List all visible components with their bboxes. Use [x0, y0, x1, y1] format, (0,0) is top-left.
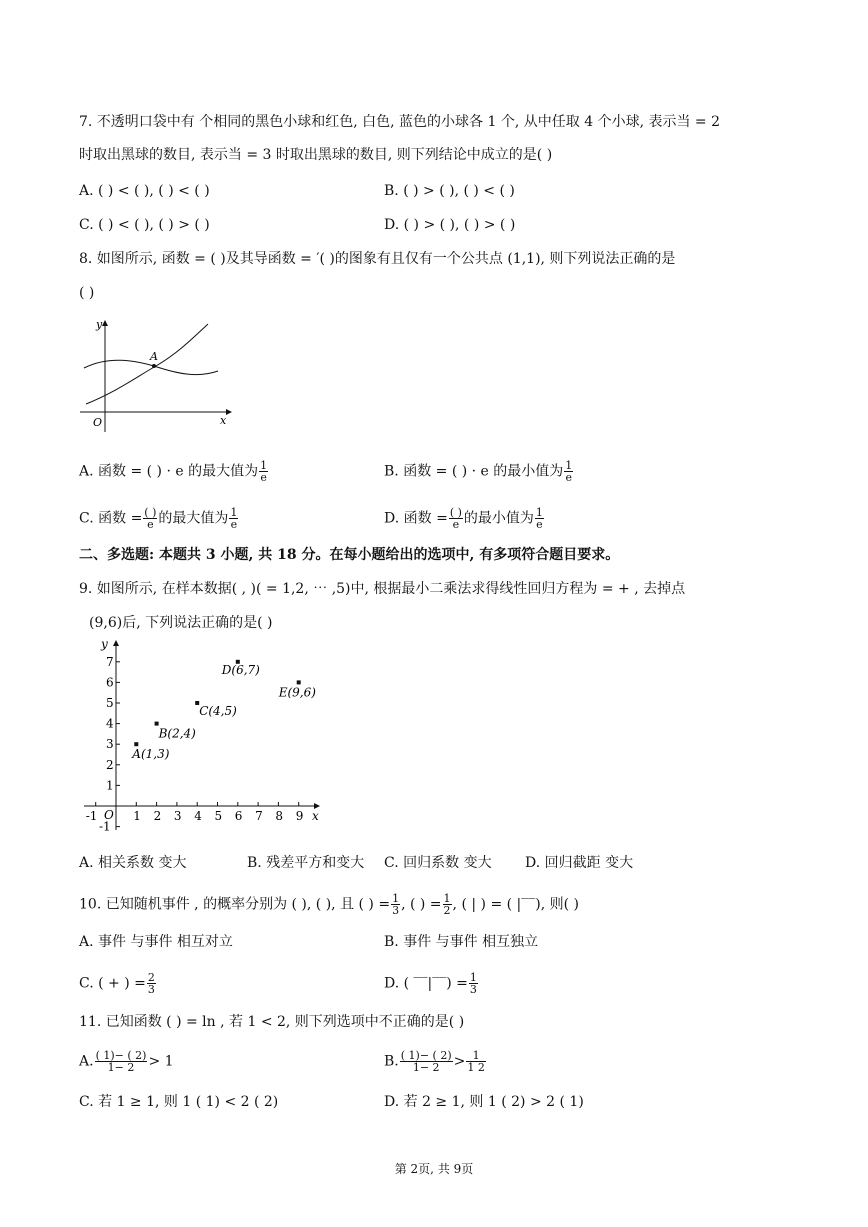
- x-tick-label: 3: [173, 809, 182, 823]
- fraction-numerator: 1: [565, 459, 573, 472]
- q9-option-b: B. 残差平方和变大: [247, 855, 365, 871]
- q10-option-c-text: C. ( + ) =: [79, 975, 146, 992]
- y-tick-label: 1: [106, 778, 114, 793]
- y-tick-label: 3: [106, 737, 114, 752]
- fraction-denominator: e: [260, 471, 267, 484]
- fraction-numerator: 1: [469, 971, 477, 984]
- q8-option-c-mid: 的最大值为: [158, 510, 229, 527]
- fraction-denominator: e: [452, 518, 460, 531]
- q9-stem-line1: 9. 如图所示, 在样本数据( , )( = 1,2, ⋯ ,5)中, 根据最小二乘法求得线性回归方程为 = + , 去掉点: [79, 581, 686, 597]
- q7-option-d: D. ( ) > ( ), ( ) > ( ): [384, 217, 516, 233]
- q8-option-b-fraction: [564, 460, 573, 483]
- q10-option-d: [384, 972, 479, 995]
- q10-option-b: B. 事件 与事件 相互独立: [384, 934, 539, 950]
- q10-option-c-fraction: [147, 972, 156, 995]
- x-tick-label: 1: [133, 809, 141, 823]
- q8-y-label: y: [96, 318, 103, 331]
- chart-origin-label: O: [104, 808, 114, 822]
- fraction-denominator: e: [565, 471, 573, 484]
- fraction-numerator: 1: [535, 506, 543, 519]
- q11-option-a-letter: A.: [79, 1053, 94, 1070]
- q11-option-b-rhs-fraction: [466, 1050, 486, 1073]
- q8-point-a-label: A: [150, 350, 158, 363]
- q11-option-a: [79, 1050, 174, 1073]
- q7-option-c: C. ( ) < ( ), ( ) > ( ): [79, 217, 210, 233]
- x-tick-label: 4: [194, 809, 202, 823]
- q8-option-b: [384, 460, 574, 483]
- q9-scatter-chart: [78, 636, 328, 836]
- fraction-denominator: e: [536, 518, 543, 531]
- q11-option-a-post: > 1: [148, 1053, 174, 1070]
- fraction-numerator: 1: [466, 1050, 486, 1062]
- q8-option-a-text: A. 函数 = ( ) · e 的最大值为: [79, 463, 259, 480]
- x-tick-label: 5: [214, 809, 223, 823]
- q11-option-b-mid: >: [453, 1053, 466, 1070]
- x-tick-label: 7: [255, 809, 263, 823]
- x-tick-label: 8: [275, 809, 284, 823]
- q8-function-graph: [78, 316, 238, 436]
- fraction-denominator: e: [230, 518, 238, 531]
- q8-option-d-fraction: [535, 507, 544, 530]
- fraction-denominator: 1 2: [467, 1061, 485, 1074]
- chart-y-label: y: [101, 637, 108, 651]
- fraction-denominator: 1− 2: [412, 1061, 440, 1074]
- x-tick-label: 6: [234, 809, 243, 823]
- q10-stem-post: , ( | ) = ( |‾‾), 则( ): [452, 896, 579, 913]
- q10-option-d-text: D. ( ‾‾|‾‾) =: [384, 975, 468, 992]
- data-point-label: D(6,7): [221, 662, 260, 677]
- q8-option-c-func-fraction: [143, 507, 157, 530]
- fraction-numerator: ( ): [144, 506, 157, 519]
- data-point-label: E(9,6): [278, 685, 316, 700]
- y-tick-label: 6: [106, 675, 114, 690]
- q11-option-a-fraction: [95, 1050, 148, 1073]
- q8-option-c-fraction: [229, 507, 238, 530]
- y-tick-label: 5: [106, 696, 114, 710]
- q8-option-b-text: B. 函数 = ( ) · e 的最小值为: [384, 463, 564, 480]
- q9-option-d: D. 回归截距 变大: [525, 855, 634, 871]
- fraction-denominator: 3: [392, 904, 400, 917]
- q10-fraction-1: [391, 893, 400, 916]
- x-tick-label: 9: [295, 809, 304, 823]
- q7-stem-line2: 时取出黑球的数目, 表示当 = 3 时取出黑球的数目, 则下列结论中成立的是( ): [79, 147, 553, 163]
- data-point-label: A(1,3): [132, 747, 170, 762]
- q11-option-b-letter: B.: [384, 1053, 399, 1070]
- chart-x-label: x: [312, 809, 319, 823]
- y-tick-label: 2: [106, 757, 114, 772]
- q11-option-b: [384, 1050, 487, 1073]
- x-tick-label: -1: [85, 809, 98, 823]
- q7-stem-line1: 7. 不透明口袋中有 个相同的黑色小球和红色, 白色, 蓝色的小球各 1 个, 从中任取 4 个小球, 表示当 = 2: [79, 114, 721, 130]
- q8-option-c-text: C. 函数 =: [79, 510, 143, 527]
- fraction-denominator: 3: [469, 983, 477, 996]
- data-point: [134, 742, 138, 746]
- fraction-denominator: e: [147, 518, 154, 531]
- fraction-numerator: ( 1)− ( 2): [400, 1049, 452, 1062]
- fraction-numerator: 1: [230, 506, 238, 519]
- q11-stem: 11. 已知函数 ( ) = ln , 若 1 < 2, 则下列选项中不正确的是( ): [79, 1014, 465, 1030]
- q10-option-d-fraction: [469, 972, 478, 995]
- q8-y-arrow: [102, 320, 108, 326]
- q8-option-d-text: D. 函数 =: [384, 510, 448, 527]
- q10-stem: [79, 893, 579, 916]
- q7-option-a: A. ( ) < ( ), ( ) < ( ): [79, 183, 210, 199]
- q8-option-d-func-fraction: [449, 507, 463, 530]
- q8-origin-label: O: [93, 416, 103, 429]
- data-point-label: C(4,5): [199, 704, 237, 718]
- fraction-denominator: 1− 2: [107, 1061, 135, 1074]
- fraction-numerator: ( ): [449, 506, 462, 519]
- y-tick-label: -1: [99, 819, 111, 834]
- y-tick-label: 4: [106, 716, 114, 731]
- data-point-label: B(2,4): [158, 726, 196, 741]
- q8-option-a-fraction: [259, 460, 268, 483]
- q10-fraction-2: [443, 893, 452, 916]
- chart-y-arrow: [113, 640, 119, 646]
- q11-option-c: C. 若 1 ≥ 1, 则 1 ( 1) < 2 ( 2): [79, 1094, 279, 1110]
- q7-option-b: B. ( ) > ( ), ( ) < ( ): [384, 183, 515, 199]
- q8-option-a: [79, 460, 269, 483]
- data-point: [155, 722, 159, 726]
- q8-x-label: x: [220, 414, 227, 427]
- q10-option-c: [79, 972, 157, 995]
- q8-option-d: [384, 507, 545, 530]
- q10-stem-mid: , ( ) =: [401, 896, 442, 913]
- q8-x-arrow: [226, 409, 232, 415]
- fraction-numerator: 1: [443, 892, 451, 905]
- q8-stem-line1: 8. 如图所示, 函数 = ( )及其导函数 = ′( )的图象有且仅有一个公共点 (1,1), 则下列说法正确的是: [79, 251, 676, 267]
- q8-stem-line2: ( ): [79, 285, 95, 301]
- q9-option-c: C. 回归系数 变大: [384, 855, 492, 871]
- fraction-numerator: 2: [147, 971, 155, 984]
- q11-option-b-fraction: [400, 1050, 453, 1073]
- y-tick-label: 7: [106, 654, 114, 669]
- q10-stem-pre: 10. 已知随机事件 , 的概率分别为 ( ), ( ), 且 ( ) =: [79, 896, 391, 913]
- q11-option-d: D. 若 2 ≥ 1, 则 1 ( 2) > 2 ( 1): [384, 1094, 584, 1110]
- fraction-numerator: 1: [392, 892, 400, 905]
- fraction-numerator: 1: [260, 459, 268, 472]
- q10-option-a: A. 事件 与事件 相互对立: [79, 934, 233, 950]
- section-heading-multiple-choice: 二、多选题: 本题共 3 小题, 共 18 分。在每小题给出的选项中, 有多项符合题目要求。: [79, 547, 620, 563]
- q9-option-a: A. 相关系数 变大: [79, 855, 187, 871]
- q8-point-a: [152, 364, 156, 368]
- fraction-denominator: 3: [147, 983, 155, 996]
- x-tick-label: 2: [153, 809, 162, 823]
- q8-option-c: [79, 507, 239, 530]
- fraction-numerator: ( 1)− ( 2): [95, 1049, 147, 1062]
- page-footer: 第 2页, 共 9页: [394, 1162, 474, 1176]
- fraction-denominator: 2: [443, 904, 451, 917]
- q8-option-d-mid: 的最小值为: [463, 510, 534, 527]
- q9-stem-line2: (9,6)后, 下列说法正确的是( ): [89, 615, 273, 631]
- data-point: [297, 680, 301, 684]
